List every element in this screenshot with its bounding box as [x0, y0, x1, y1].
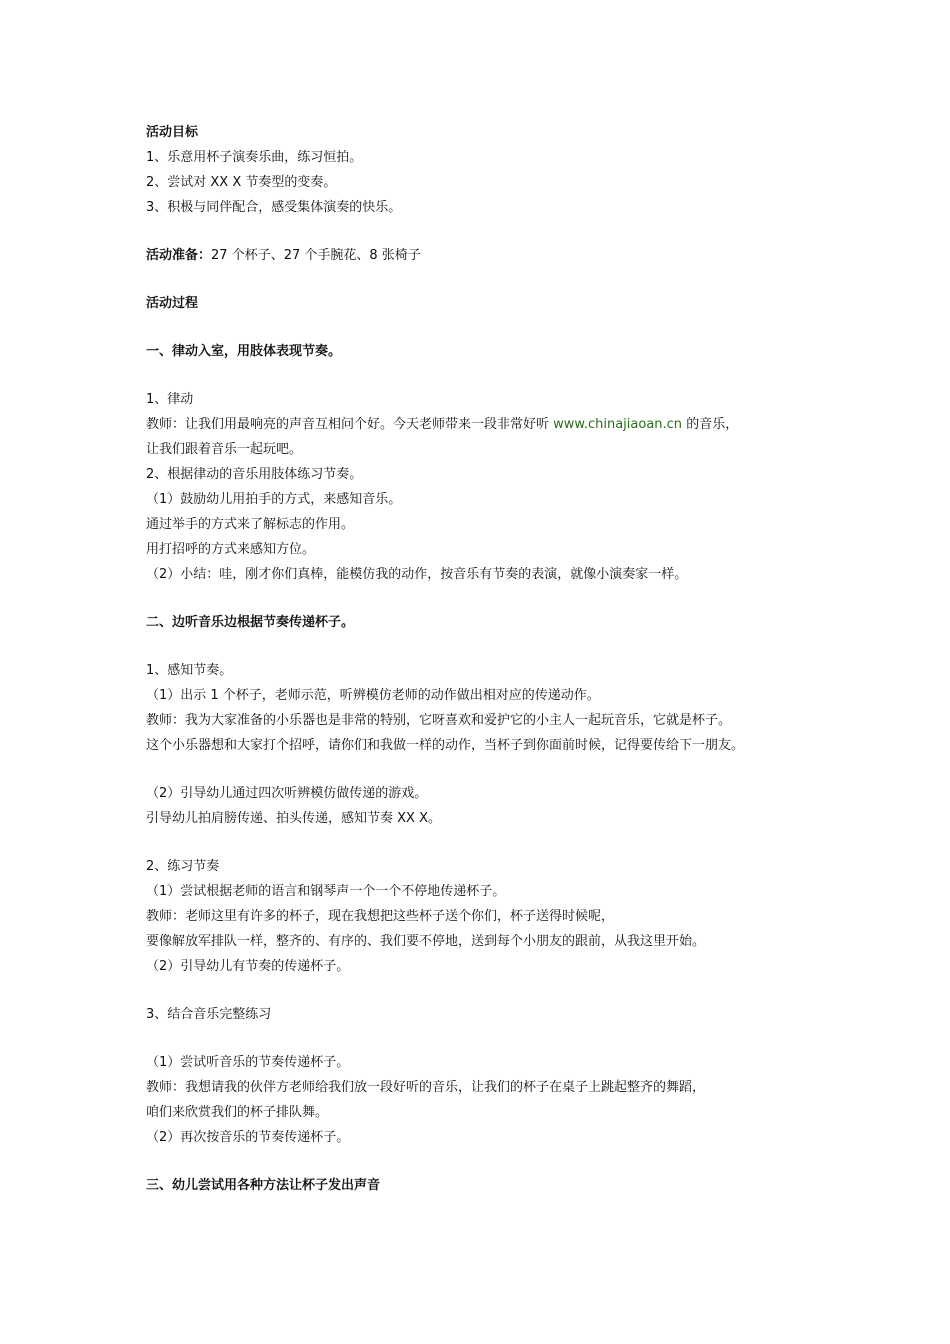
goal-item: 3、积极与同伴配合，感受集体演奏的快乐。	[146, 200, 402, 215]
paragraph-line: （2）再次按音乐的节奏传递杯子。	[146, 1130, 350, 1145]
process-heading: 活动过程	[146, 296, 199, 311]
section-2-heading: 二、边听音乐边根据节奏传递杯子。	[146, 615, 355, 630]
paragraph-line: 要像解放军排队一样，整齐的、有序的、我们要不停地，送到每个小朋友的跟前，从我这里开始。	[146, 934, 706, 949]
document-page	[146, 120, 846, 1198]
paragraph-line: 1、律动	[146, 392, 194, 407]
paragraph-line: 引导幼儿拍肩膀传递、拍头传递，感知节奏 XX X。	[146, 811, 441, 826]
paragraph-line: （1）出示 1 个杯子，老师示范，听辨模仿老师的动作做出相对应的传递动作。	[146, 688, 600, 703]
paragraph-line: （2）引导幼儿通过四次听辨模仿做传递的游戏。	[146, 786, 428, 801]
paragraph-line: 这个小乐器想和大家打个招呼，请你们和我做一样的动作，当杯子到你面前时候，记得要传给下一朋友。	[146, 738, 745, 753]
paragraph-line: 咱们来欣赏我们的杯子排队舞。	[146, 1105, 329, 1120]
paragraph-line: 用打招呼的方式来感知方位。	[146, 542, 316, 557]
paragraph-line: （2）小结：哇，刚才你们真棒，能模仿我的动作，按音乐有节奏的表演，就像小演奏家一样。	[146, 567, 688, 582]
prep-line	[146, 243, 846, 268]
paragraph-line: （2）引导幼儿有节奏的传递杯子。	[146, 959, 350, 974]
paragraph-line: 让我们跟着音乐一起玩吧。	[146, 442, 303, 457]
paragraph-line: 教师：我想请我的伙伴方老师给我们放一段好听的音乐，让我们的杯子在桌子上跳起整齐的舞蹈，	[146, 1080, 706, 1095]
teacher-text-end: 的音乐，	[682, 417, 739, 432]
paragraph-line	[146, 412, 846, 437]
goal-item: 1、乐意用杯子演奏乐曲，练习恒拍。	[146, 150, 363, 165]
section-1-heading: 一、律动入室，用肢体表现节奏。	[146, 344, 342, 359]
prep-label: 活动准备：	[146, 248, 212, 263]
paragraph-line: 2、根据律动的音乐用肢体练习节奏。	[146, 467, 363, 482]
goals-heading: 活动目标	[146, 125, 199, 140]
teacher-text: 教师：让我们用最响亮的声音互相问个好。今天老师带来一段非常好听	[146, 417, 554, 432]
paragraph-line: 1、感知节奏。	[146, 663, 233, 678]
prep-text: 27 个杯子、27 个手腕花、8 张椅子	[211, 248, 421, 263]
paragraph-line: （1）鼓励幼儿用拍手的方式，来感知音乐。	[146, 492, 402, 507]
paragraph-line: 教师：老师这里有许多的杯子，现在我想把这些杯子送个你们，杯子送得时候呢，	[146, 909, 615, 924]
goal-item: 2、尝试对 XX X 节奏型的变奏。	[146, 175, 337, 190]
website-link[interactable]: www.chinajiaoan.cn	[553, 417, 683, 432]
paragraph-line: 3、结合音乐完整练习	[146, 1007, 272, 1022]
paragraph-line: （1）尝试听音乐的节奏传递杯子。	[146, 1055, 350, 1070]
paragraph-line: 通过举手的方式来了解标志的作用。	[146, 517, 355, 532]
paragraph-line: （1）尝试根据老师的语言和钢琴声一个一个不停地传递杯子。	[146, 884, 506, 899]
paragraph-line: 2、练习节奏	[146, 859, 220, 874]
paragraph-line: 教师：我为大家准备的小乐器也是非常的特别，它呀喜欢和爱护它的小主人一起玩音乐，它就是杯子。	[146, 713, 732, 728]
section-3-heading: 三、幼儿尝试用各种方法让杯子发出声音	[146, 1178, 381, 1193]
